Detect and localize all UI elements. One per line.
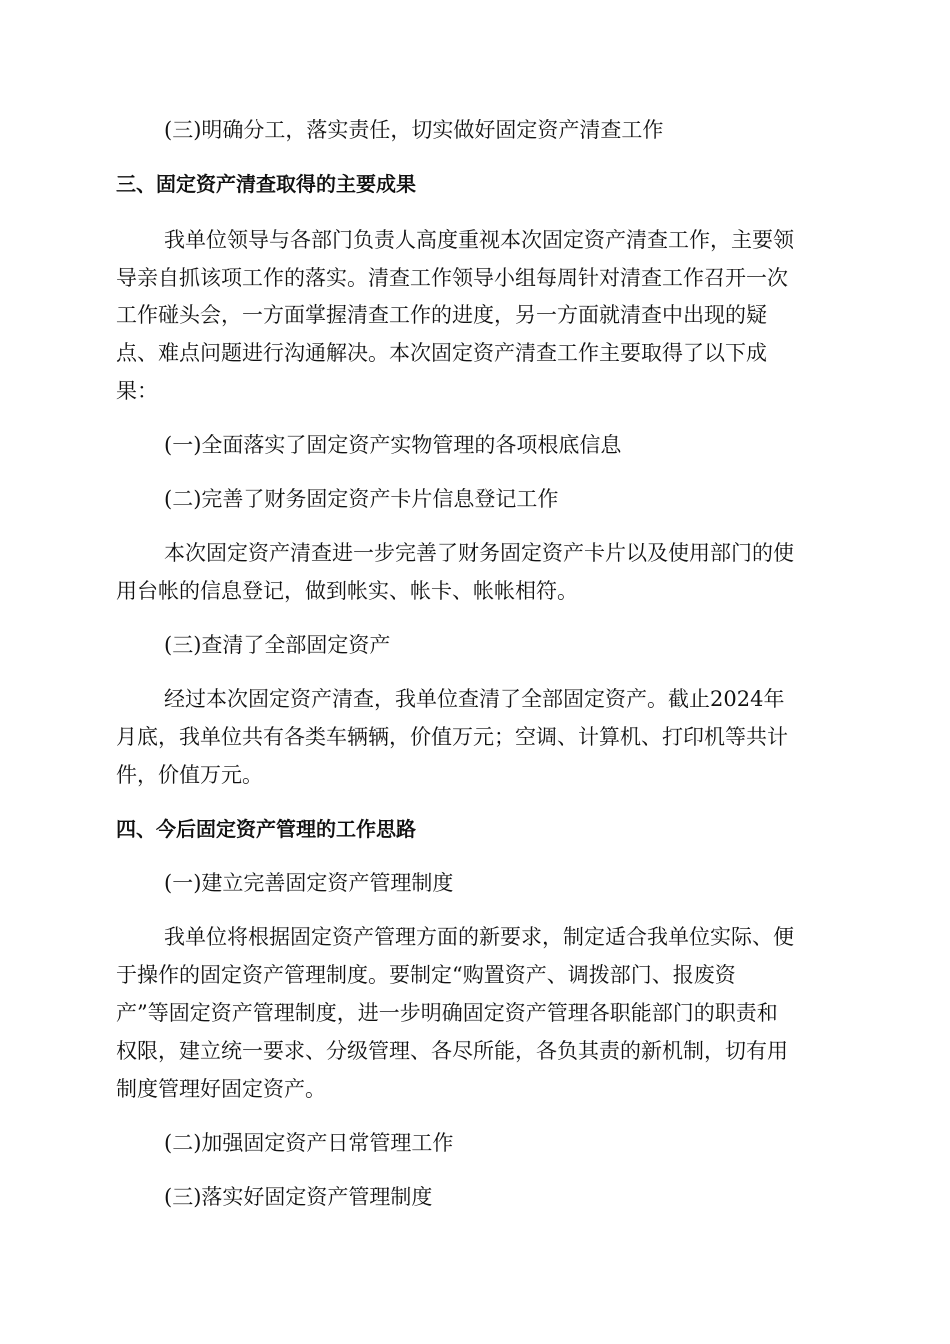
paragraph-line: 月底，我单位共有各类车辆辆，价值万元；空调、计算机、打印机等共计	[116, 725, 788, 749]
paragraph-line: 件，价值万元。	[116, 763, 263, 787]
subheading-3-1: (三)明确分工，落实责任，切实做好固定资产清查工作	[164, 118, 664, 142]
paragraph-line: 我单位将根据固定资产管理方面的新要求，制定适合我单位实际、便	[164, 925, 794, 949]
paragraph-line: 用台帐的信息登记，做到帐实、帐卡、帐帐相符。	[116, 579, 578, 603]
paragraph-line: 工作碰头会，一方面掌握清查工作的进度，另一方面就清查中出现的疑	[116, 303, 767, 327]
paragraph-line: 产”等固定资产管理制度，进一步明确固定资产管理各职能部门的职责和	[116, 1001, 778, 1025]
paragraph-line: 点、难点问题进行沟通解决。本次固定资产清查工作主要取得了以下成	[116, 341, 767, 365]
subheading: (二)加强固定资产日常管理工作	[164, 1131, 454, 1155]
paragraph-line: 导亲自抓该项工作的落实。清查工作领导小组每周针对清查工作召开一次	[116, 266, 788, 290]
paragraph-line: 我单位领导与各部门负责人高度重视本次固定资产清查工作，主要领	[164, 228, 794, 252]
section-heading-3: 三、固定资产清查取得的主要成果	[116, 172, 416, 196]
paragraph-line: 本次固定资产清查进一步完善了财务固定资产卡片以及使用部门的使	[164, 541, 794, 565]
subheading: (一)建立完善固定资产管理制度	[164, 871, 454, 895]
paragraph-line: 于操作的固定资产管理制度。要制定“购置资产、调拨部门、报废资	[116, 963, 736, 987]
paragraph-line: 果：	[116, 379, 158, 403]
subheading: (三)落实好固定资产管理制度	[164, 1185, 433, 1209]
paragraph-line: 制度管理好固定资产。	[116, 1077, 326, 1101]
paragraph-line: 经过本次固定资产清查，我单位查清了全部固定资产。截止2024年	[164, 687, 785, 711]
subheading: (一)全面落实了固定资产实物管理的各项根底信息	[164, 433, 622, 457]
subheading: (二)完善了财务固定资产卡片信息登记工作	[164, 487, 559, 511]
paragraph-line: 权限，建立统一要求、分级管理、各尽所能，各负其责的新机制，切有用	[116, 1039, 788, 1063]
subheading: (三)查清了全部固定资产	[164, 633, 391, 657]
section-heading-4: 四、今后固定资产管理的工作思路	[116, 817, 416, 841]
